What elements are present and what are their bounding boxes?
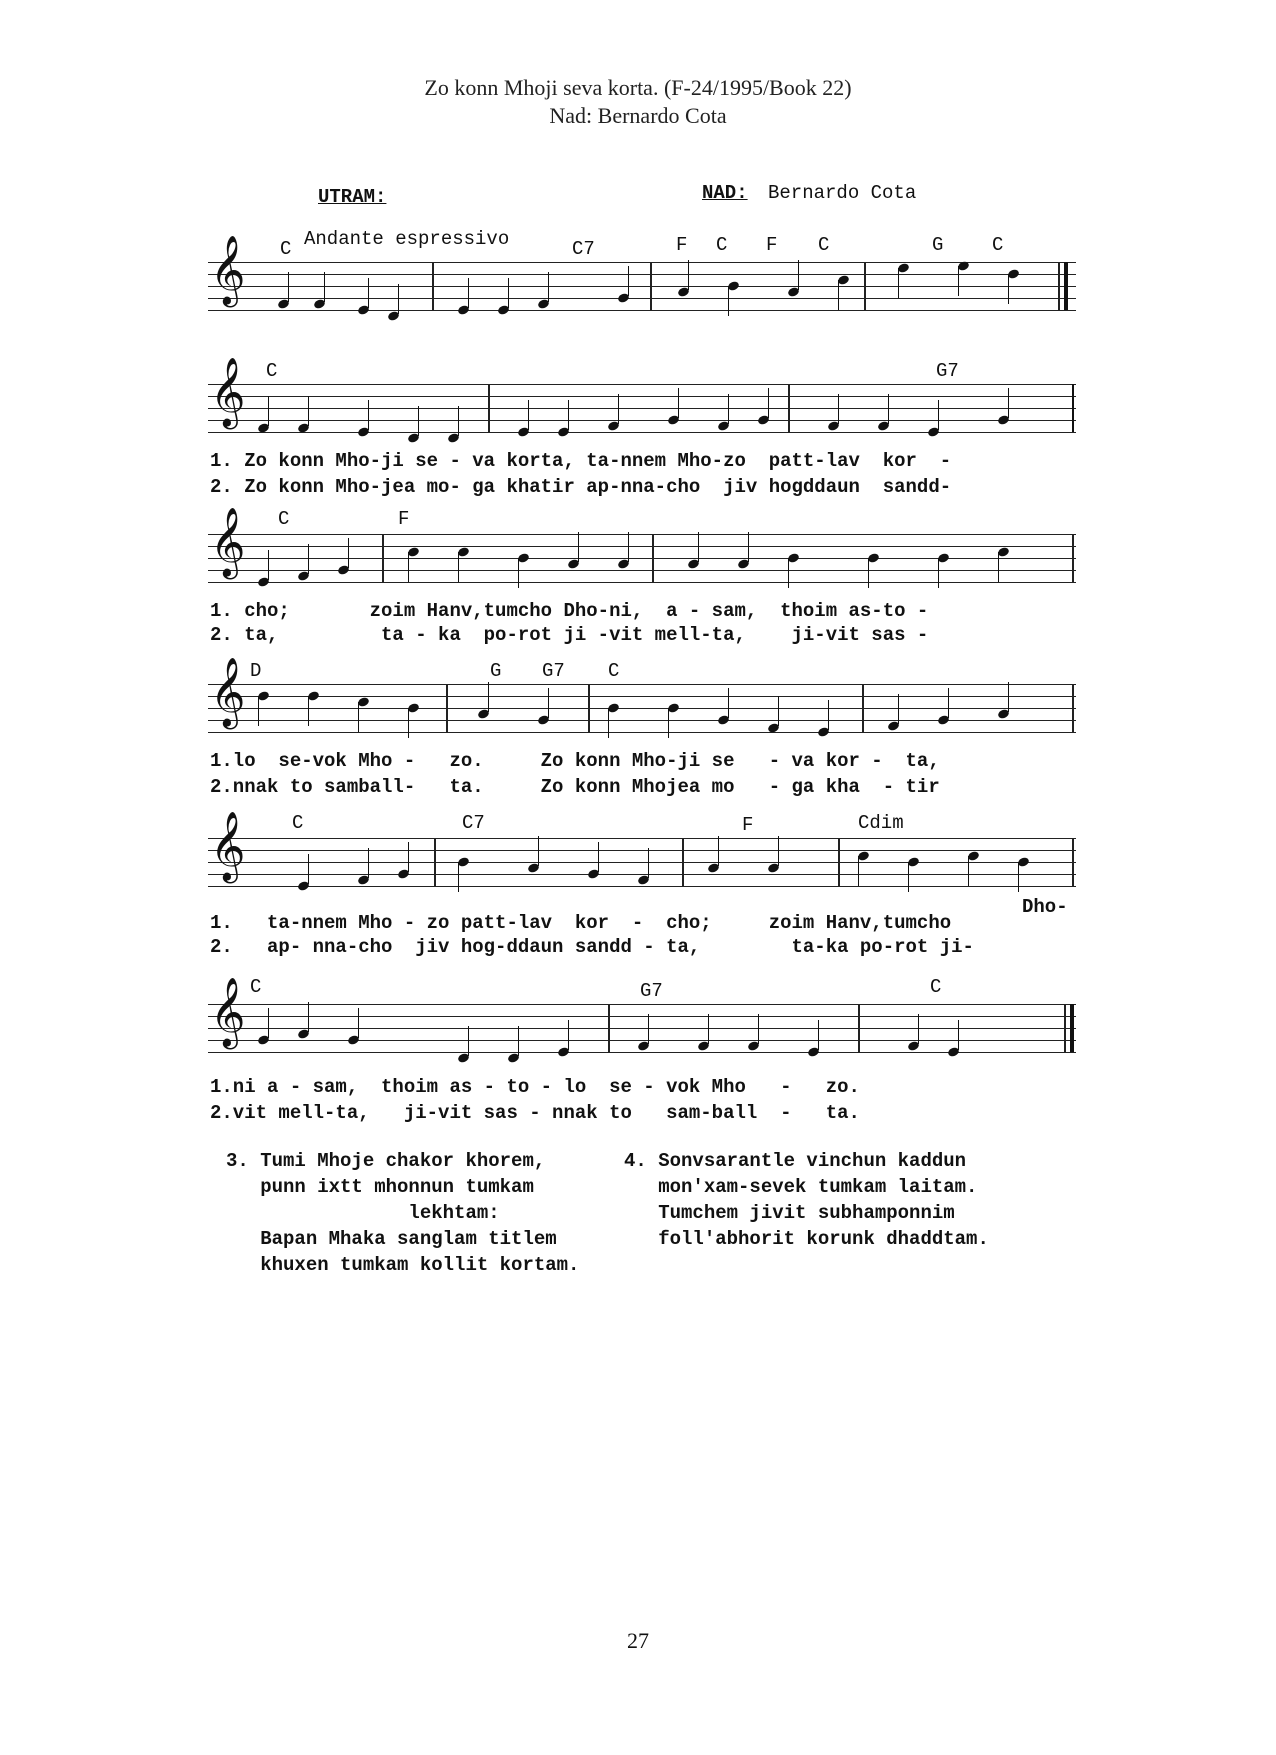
composer-name: Bernardo Cota [768, 182, 917, 204]
note-stem [268, 550, 269, 580]
note-stem [308, 696, 309, 726]
verse-line: khuxen tumkam kollit kortam. [226, 1254, 580, 1276]
lyrics-line-2: 2. ta, ta - ka po-rot ji -vit mell-ta, ji-vit sas - [210, 624, 929, 646]
note-stem [468, 278, 469, 308]
lyrics-line-2: 2. Zo konn Mho-jea mo- ga khatir ap-nna-cho jiv hogddaun sandd- [210, 476, 952, 498]
verse-line: mon'xam-sevek tumkam laitam. [624, 1176, 978, 1198]
note-stem [678, 388, 679, 418]
note-stem [268, 396, 269, 426]
note-stem [648, 1014, 649, 1044]
note-stem [698, 532, 699, 562]
note-stem [998, 552, 999, 582]
chord-c: C [278, 508, 290, 530]
note-stem [358, 1008, 359, 1038]
note-stem [1008, 274, 1009, 304]
note-stem [708, 1014, 709, 1044]
chord-c: C [280, 238, 292, 260]
note-stem [1008, 682, 1009, 712]
note-stem [938, 400, 939, 430]
note-stem [348, 538, 349, 568]
chord-c: C [992, 234, 1004, 256]
note-stem [488, 682, 489, 712]
note-stem [578, 532, 579, 562]
lyrics-line-1: 1.lo se-vok Mho - zo. Zo konn Mho-ji se - va kor - ta, [210, 750, 940, 772]
note-stem [468, 1026, 469, 1056]
note-stem [598, 842, 599, 872]
chord-c: C [930, 976, 942, 998]
note-stem [518, 1026, 519, 1056]
nad-label: NAD: [702, 182, 748, 204]
chord-cdim: Cdim [858, 812, 904, 834]
note-stem [828, 700, 829, 730]
note-stem [548, 688, 549, 718]
note-stem [408, 842, 409, 872]
verse-line: 3. Tumi Mhoje chakor khorem, [226, 1150, 546, 1172]
note-stem [948, 688, 949, 718]
note-stem [958, 266, 959, 296]
chord-f: F [766, 234, 778, 256]
note-stem [818, 1020, 819, 1050]
document-subtitle: Nad: Bernardo Cota [549, 103, 727, 128]
chord-c: C [818, 234, 830, 256]
note-stem [958, 1020, 959, 1050]
chord-c: C [716, 234, 728, 256]
treble-clef-icon: 𝄞 [210, 811, 246, 881]
lyrics-line-1: 1.ni a - sam, thoim as - to - lo se - vok Mho - zo. [210, 1076, 860, 1098]
lyrics-line-1: 1. Zo konn Mho-ji se - va korta, ta-nnem Mho-zo patt-lav kor - [210, 450, 952, 472]
note-stem [528, 400, 529, 430]
note-stem [458, 552, 459, 582]
treble-clef-icon: 𝄞 [210, 507, 246, 577]
note-stem [938, 558, 939, 588]
note-stem [908, 862, 909, 892]
note-stem [398, 284, 399, 314]
chord-f: F [676, 234, 688, 256]
note-stem [358, 702, 359, 732]
lyrics-continuation: Dho- [1022, 896, 1068, 918]
note-stem [628, 266, 629, 296]
lyrics-line-1: 1. ta-nnem Mho - zo patt-lav kor - cho; zoim Hanv,tumcho [210, 912, 952, 934]
note-stem [568, 400, 569, 430]
chord-g7: G7 [936, 360, 959, 382]
note-stem [408, 708, 409, 738]
chord-f: F [398, 508, 410, 530]
note-stem [618, 394, 619, 424]
note-stem [288, 272, 289, 302]
treble-clef-icon: 𝄞 [210, 235, 246, 305]
note-stem [838, 394, 839, 424]
chord-c7: C7 [572, 238, 595, 260]
note-stem [258, 696, 259, 726]
treble-clef-icon: 𝄞 [210, 357, 246, 427]
note-stem [368, 278, 369, 308]
note-stem [308, 854, 309, 884]
chord-d: D [250, 660, 262, 682]
note-stem [508, 278, 509, 308]
note-stem [268, 1008, 269, 1038]
note-stem [898, 268, 899, 298]
verse-line: lekhtam: [226, 1202, 500, 1224]
note-stem [324, 272, 325, 302]
treble-clef-icon: 𝄞 [210, 977, 246, 1047]
chord-c: C [266, 360, 278, 382]
lyrics-line-1: 1. cho; zoim Hanv,tumcho Dho-ni, a - sam, thoim as-to - [210, 600, 929, 622]
verse-3 [226, 1148, 579, 1278]
note-stem [728, 286, 729, 316]
note-stem [868, 558, 869, 588]
note-stem [768, 388, 769, 418]
note-stem [368, 400, 369, 430]
note-stem [518, 558, 519, 588]
note-stem [668, 708, 669, 738]
note-stem [888, 394, 889, 424]
lyrics-line-2: 2.vit mell-ta, ji-vit sas - nnak to sam-ball - ta. [210, 1102, 860, 1124]
note-stem [308, 544, 309, 574]
utram-label: UTRAM: [318, 186, 387, 208]
verse-line: punn ixtt mhonnun tumkam [226, 1176, 534, 1198]
note-stem [368, 848, 369, 878]
note-stem [418, 406, 419, 436]
verse-line: foll'abhorit korunk dhaddtam. [624, 1228, 989, 1250]
note-stem [728, 688, 729, 718]
note-stem [898, 694, 899, 724]
note-stem [718, 836, 719, 866]
document-title: Zo konn Mhoji seva korta. (F-24/1995/Book 22) [424, 75, 852, 100]
chord-g: G [932, 234, 944, 256]
chord-g7: G7 [542, 660, 565, 682]
note-stem [758, 1014, 759, 1044]
note-stem [798, 260, 799, 290]
chord-c: C [608, 660, 620, 682]
note-stem [688, 260, 689, 290]
note-stem [1008, 388, 1009, 418]
verse-line: Tumchem jivit subhamponnim [624, 1202, 955, 1224]
note-stem [408, 552, 409, 582]
note-stem [728, 394, 729, 424]
verse-4 [624, 1148, 989, 1252]
note-stem [308, 1002, 309, 1032]
note-stem [648, 848, 649, 878]
note-stem [548, 272, 549, 302]
lyrics-line-2: 2. ap- nna-cho jiv hog-ddaun sandd - ta, ta-ka po-rot ji- [210, 936, 974, 958]
note-stem [788, 558, 789, 588]
note-stem [838, 280, 839, 310]
note-stem [568, 1020, 569, 1050]
note-stem [538, 836, 539, 866]
tempo-marking: Andante espressivo [304, 228, 510, 250]
note-stem [778, 836, 779, 866]
chord-c7: C7 [462, 812, 485, 834]
lyrics-line-2: 2.nnak to samball- ta. Zo konn Mhojea mo - ga kha - tir [210, 776, 940, 798]
staff-system-3 [208, 507, 1076, 590]
chord-g7: G7 [640, 980, 663, 1002]
note-stem [748, 532, 749, 562]
note-stem [918, 1014, 919, 1044]
verse-line: 4. Sonvsarantle vinchun kaddun [624, 1150, 967, 1172]
note-stem [968, 856, 969, 886]
chord-c: C [250, 976, 262, 998]
treble-clef-icon: 𝄞 [210, 657, 246, 727]
note-stem [608, 708, 609, 738]
note-stem [458, 406, 459, 436]
verse-line: Bapan Mhaka sanglam titlem [226, 1228, 557, 1250]
chord-g: G [490, 660, 502, 682]
note-stem [458, 862, 459, 892]
chord-f: F [742, 814, 754, 836]
note-stem [628, 532, 629, 562]
note-stem [308, 396, 309, 426]
chord-c: C [292, 812, 304, 834]
note-stem [1018, 862, 1019, 892]
note-stem [858, 856, 859, 886]
note-stem [778, 696, 779, 726]
page-number: 27 [627, 1628, 649, 1653]
